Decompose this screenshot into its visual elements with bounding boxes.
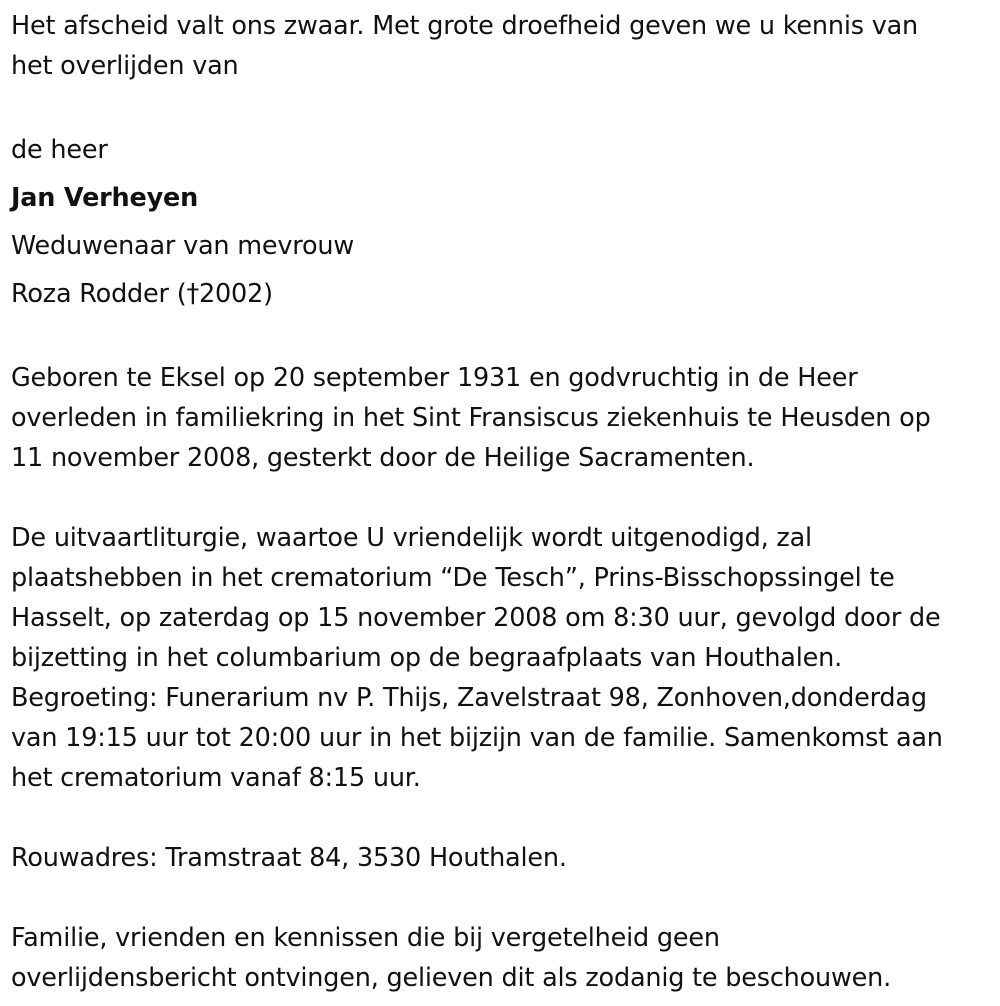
birth-death-line-2: overleden in familiekring in het Sint Fransiscus ziekenhuis te Heusden op	[11, 403, 931, 433]
spacer	[11, 478, 990, 518]
funeral-line-1: De uitvaartliturgie, waartoe U vriendelijk wordt uitgenodigd, zal	[11, 523, 812, 553]
deceased-name: Jan Verheyen	[11, 183, 199, 213]
spacer	[11, 798, 990, 838]
deceased-relation: Weduwenaar van mevrouw	[11, 231, 355, 261]
birth-death-line-3: 11 november 2008, gesterkt door de Heilige Sacramenten.	[11, 443, 755, 473]
funeral-line-4: bijzetting in het columbarium op de begraafplaats van Houthalen.	[11, 643, 842, 673]
intro-line-2: het overlijden van	[11, 51, 239, 81]
funeral-line-2: plaatshebben in het crematorium “De Tesch”, Prins-Bisschopssingel te	[11, 563, 895, 593]
spacer	[11, 318, 990, 358]
closing-line-1: Familie, vrienden en kennissen die bij vergetelheid geen	[11, 923, 720, 953]
closing-line-2: overlijdensbericht ontvingen, gelieven dit als zodanig te beschouwen.	[11, 963, 892, 993]
birth-death-line-1: Geboren te Eksel op 20 september 1931 en godvruchtig in de Heer	[11, 363, 858, 393]
deceased-spouse: Roza Rodder (†2002)	[11, 279, 273, 309]
funeral-line-6: van 19:15 uur tot 20:00 uur in het bijzijn van de familie. Samenkomst aan	[11, 723, 943, 753]
spacer	[11, 86, 990, 126]
deceased-prefix: de heer	[11, 135, 108, 165]
intro-line-1: Het afscheid valt ons zwaar. Met grote droefheid geven we u kennis van	[11, 11, 918, 41]
funeral-line-7: het crematorium vanaf 8:15 uur.	[11, 763, 421, 793]
mourning-address: Rouwadres: Tramstraat 84, 3530 Houthalen.	[11, 843, 567, 873]
spacer	[11, 878, 990, 918]
funeral-line-5: Begroeting: Funerarium nv P. Thijs, Zavelstraat 98, Zonhoven,donderdag	[11, 683, 927, 713]
funeral-line-3: Hasselt, op zaterdag op 15 november 2008 om 8:30 uur, gevolgd door de	[11, 603, 941, 633]
